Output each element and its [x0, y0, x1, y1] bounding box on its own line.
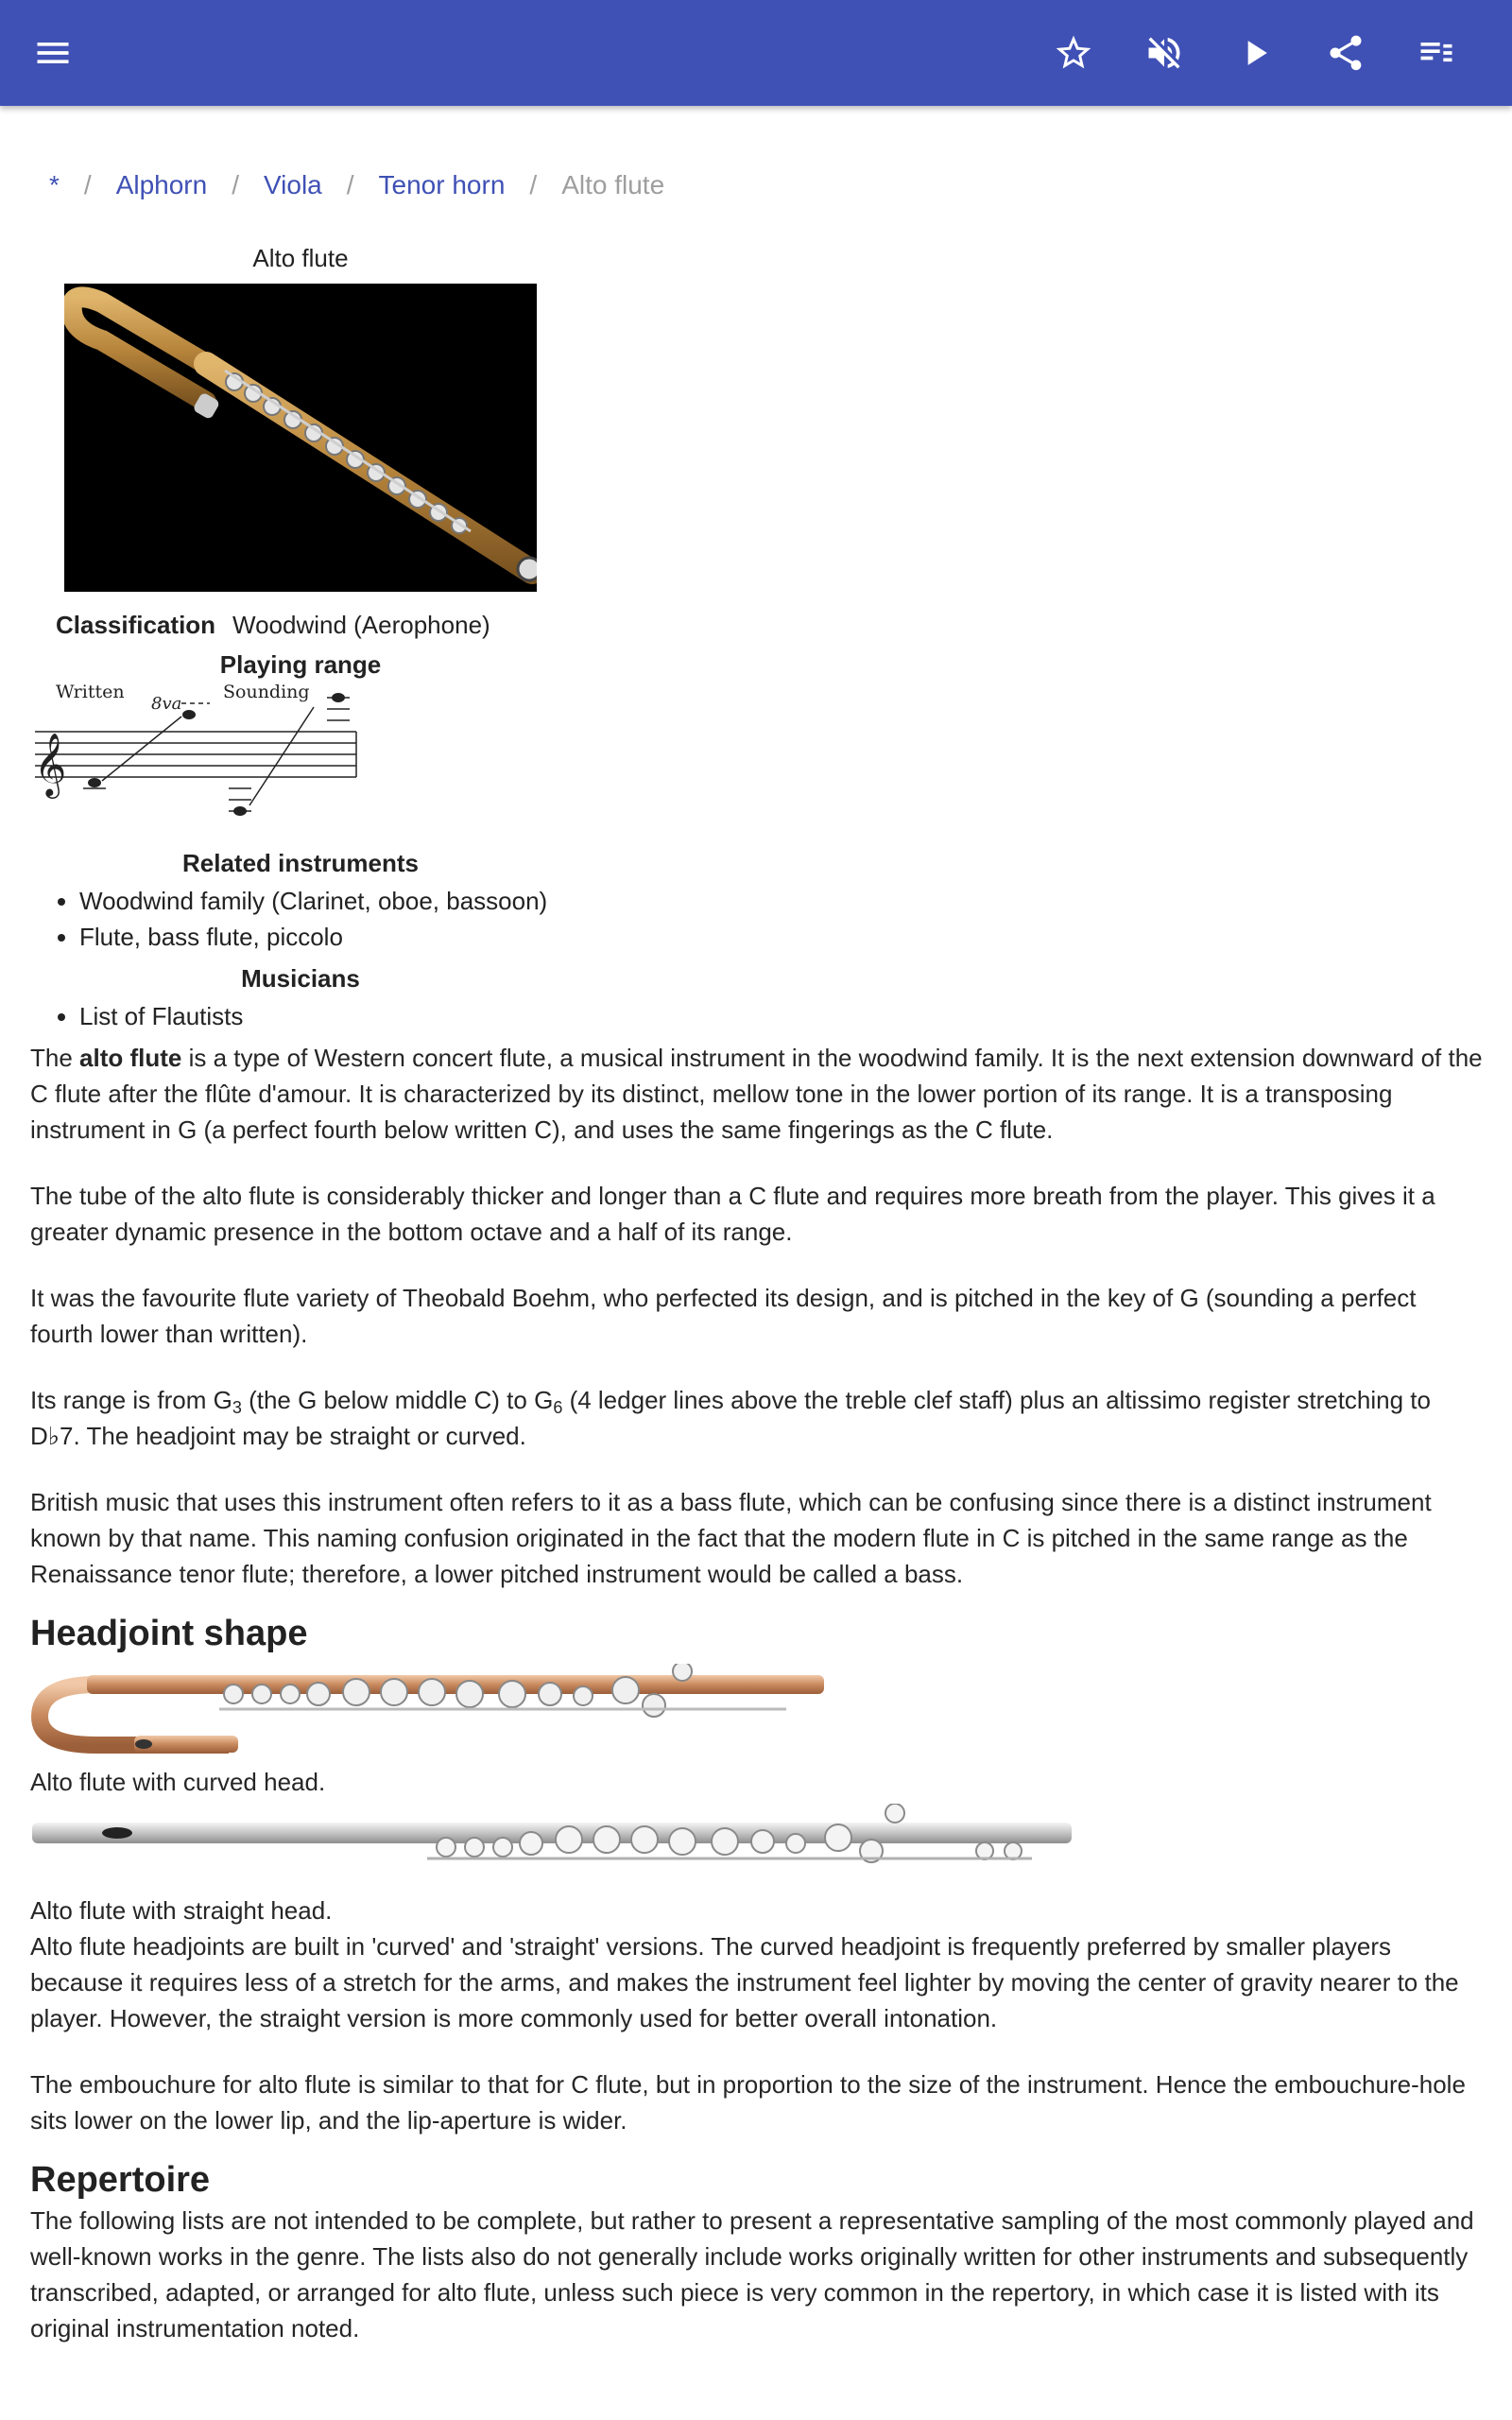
list-item[interactable]: • Woodwind family (Clarinet, oboe, bassoon) — [79, 883, 547, 919]
score-octave-mark: 8va — [151, 694, 182, 714]
breadcrumb-item-alphorn[interactable]: Alphorn — [115, 170, 208, 199]
star-outline-icon[interactable] — [1045, 25, 1102, 81]
paragraph: The embouchure for alto flute is similar to that for C flute, but in proportion to the size of the instrument. Hence the embouchure-hole sits lower on the lower lip, and the lip-aperture is wider. — [30, 2070, 1466, 2135]
list-item[interactable]: • List of Flautists — [79, 998, 243, 1034]
musicians-heading: Musicians — [241, 964, 360, 993]
breadcrumb-item-home[interactable]: * — [49, 170, 60, 199]
infobox-caption: Alto flute — [252, 244, 349, 272]
paragraph: The following lists are not intended to be complete, but rather to present a representative sampling of the most commonly played and well-known works in the genre. The lists also do not generally include works originally written for other instruments and subsequently transcribed, adapted, or arranged for alto flute, unless such piece is very common in the repertory, in which case it is listed with its original instrumentation noted. — [30, 2206, 1474, 2342]
paragraph-text: (the G below middle C) to G — [241, 1386, 554, 1414]
breadcrumb-item-tenor-horn[interactable]: Tenor horn — [378, 170, 506, 199]
article-subject: alto flute — [79, 1044, 182, 1072]
paragraph: The tube of the alto flute is considerably thicker and longer than a C flute and requires more breath from the player. This gives it a greater dynamic presence in the bottom octave and a half of its range. — [30, 1182, 1435, 1246]
related-instruments-list — [79, 883, 547, 955]
paragraph-text: (4 ledger lines above the treble clef staff) plus an altissimo register stretching to D♭7. The headjoint may be straight or curved. — [30, 1386, 1431, 1450]
curved-head-flute-image — [30, 1664, 824, 1754]
curved-head-figure[interactable] — [30, 1664, 1486, 1800]
classification-label: Classification — [56, 611, 216, 639]
playlist-icon[interactable] — [1408, 25, 1465, 81]
breadcrumb-separator: / — [83, 170, 92, 199]
range-paragraph — [30, 1382, 1486, 1454]
app-bar — [0, 0, 1512, 106]
curved-head-caption: Alto flute with curved head. — [30, 1768, 326, 1796]
paragraph-text: is a type of Western concert flute, a musical instrument in the woodwind family. It is the next extension downward of the C flute after the flûte d'amour. It is characterized by its distinct, mellow tone in the lower portion of its range. It is a transposing instrument in G (a perfect fourth below written C), and uses the same fingerings as the C flute. — [30, 1044, 1483, 1144]
menu-icon[interactable] — [25, 25, 81, 81]
related-instruments-heading: Related instruments — [182, 849, 419, 877]
breadcrumb — [49, 170, 664, 200]
article-body — [30, 1040, 1486, 2377]
paragraph: It was the favourite flute variety of Theobald Boehm, who perfected its design, and is pitched in the key of G (sounding a perfect fourth lower than written). — [30, 1284, 1417, 1348]
paragraph: British music that uses this instrument often refers to it as a bass flute, which can be confusing since there is a distinct instrument known by that name. This naming confusion originated in the fact that the modern flute in C is pitched in the same range as the Renaissance tenor flute; therefore, a lower pitched instrument would be called a bass. — [30, 1488, 1432, 1588]
playing-range-heading: Playing range — [219, 650, 382, 679]
play-icon[interactable] — [1227, 25, 1283, 81]
breadcrumb-separator: / — [346, 170, 354, 199]
paragraph-text: The — [30, 1044, 80, 1072]
paragraph: Alto flute headjoints are built in 'curved' and 'straight' versions. The curved headjoint is frequently preferred by smaller players because it requires less of a stretch for the arms, and makes the instrument feel lighter by moving the center of gravity nearer to the player. However, the straight version is more commonly used for better overall intonation. — [30, 1932, 1459, 2032]
straight-head-caption: Alto flute with straight head. — [30, 1896, 333, 1925]
straight-head-figure[interactable] — [30, 1804, 1486, 1928]
subscript: 6 — [553, 1398, 563, 1417]
musicians-list — [79, 998, 243, 1034]
section-heading-repertoire: Repertoire — [30, 2160, 211, 2200]
svg-text:𝄞: 𝄞 — [34, 732, 67, 796]
classification-value: Woodwind (Aerophone) — [232, 611, 490, 639]
alto-flute-photo[interactable] — [64, 284, 537, 592]
paragraph-text: Its range is from G — [30, 1386, 232, 1414]
breadcrumb-separator: / — [529, 170, 538, 199]
breadcrumb-item-viola[interactable]: Viola — [263, 170, 322, 199]
volume-off-icon[interactable] — [1136, 25, 1193, 81]
intro-paragraph — [30, 1040, 1486, 1148]
breadcrumb-separator: / — [232, 170, 239, 199]
breadcrumb-current: Alto flute — [561, 170, 665, 199]
subscript: 3 — [232, 1398, 242, 1417]
score-sounding-label: Sounding — [223, 682, 310, 702]
list-item[interactable]: • Flute, bass flute, piccolo — [79, 919, 547, 955]
share-icon[interactable] — [1317, 25, 1374, 81]
score-written-label: Written — [56, 682, 125, 702]
straight-head-flute-image — [30, 1804, 1079, 1883]
playing-range-score[interactable] — [30, 679, 361, 830]
section-heading-headjoint: Headjoint shape — [30, 1614, 308, 1653]
